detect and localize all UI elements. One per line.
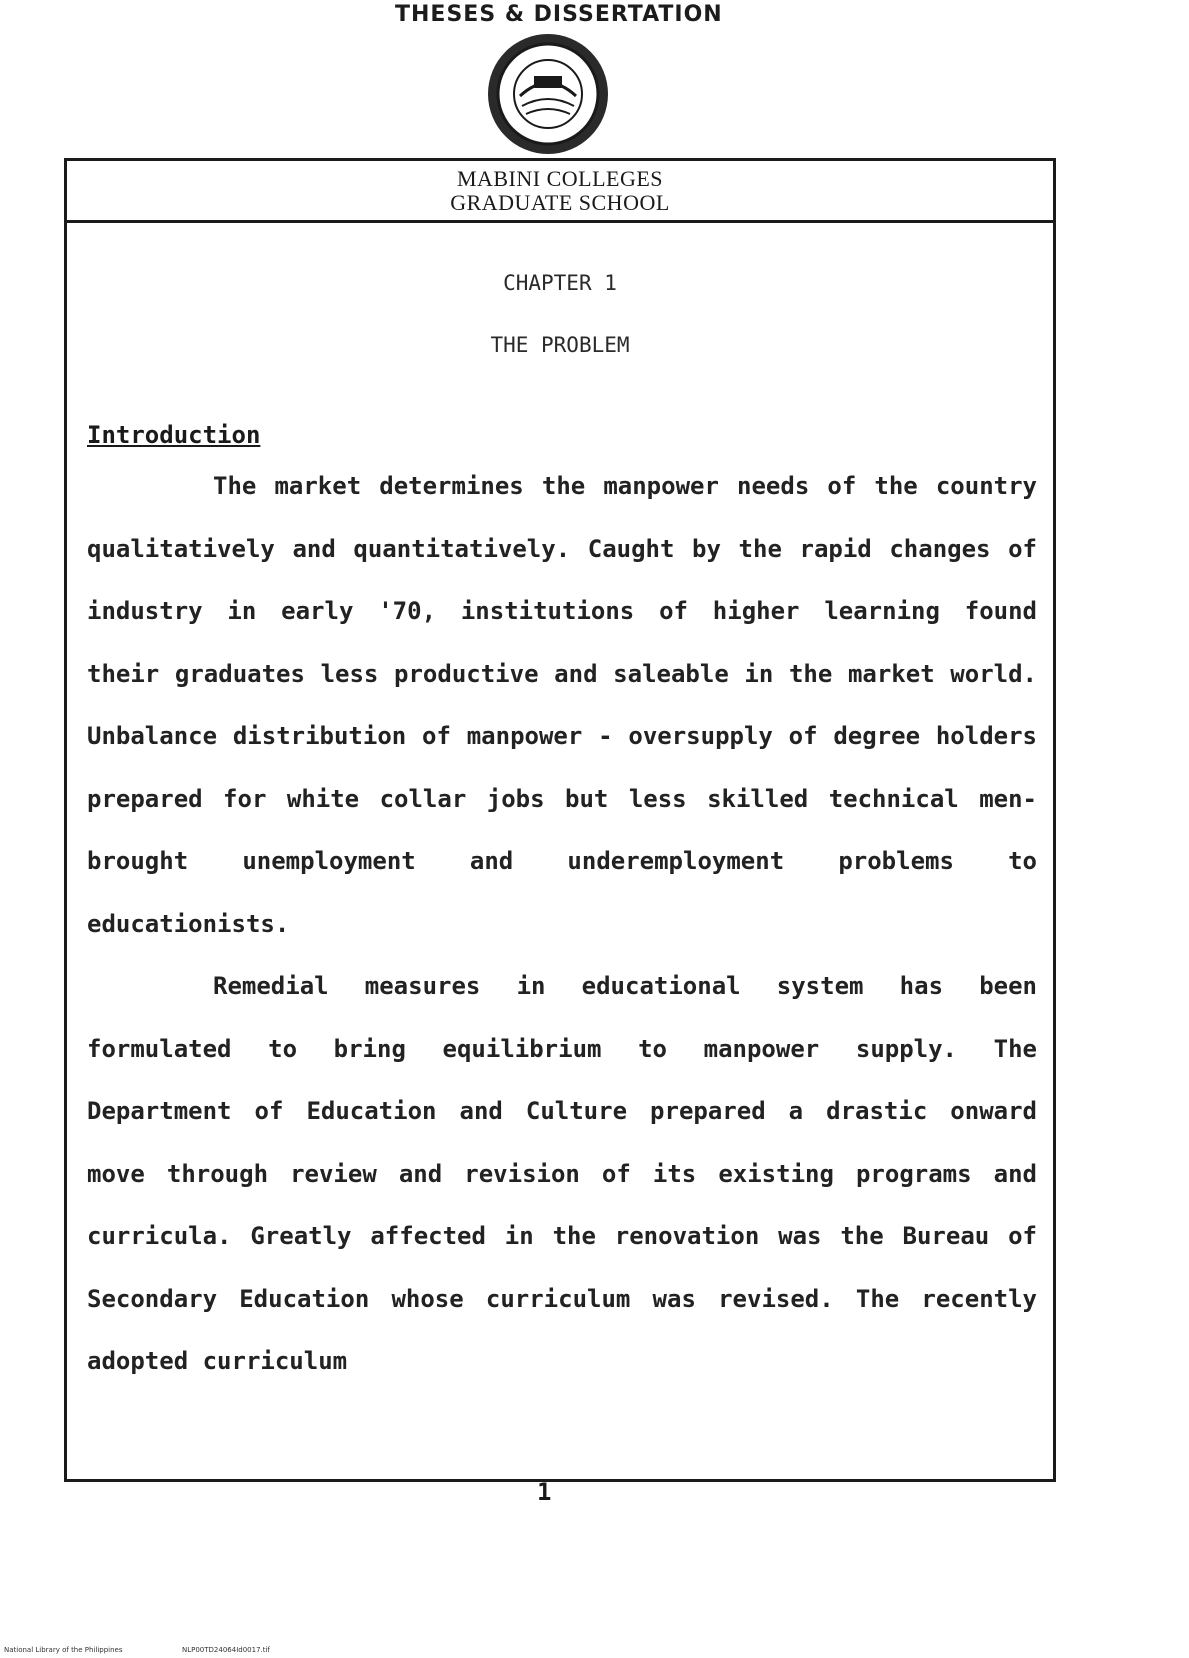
institution-name: MABINI COLLEGES: [456, 166, 664, 191]
paragraph: Remedial measures in educational system has been formulated to bring equilibrium to manpower supply. The Department of Education and Culture prepared a drastic onward move through review and revision of its existing programs and curricula. Greatly affected in the renovation was the Bureau of Secondary Education whose curriculum was revised. The recently adopted curriculum: [87, 972, 1037, 1375]
document-frame: [64, 158, 1056, 1482]
chapter-number: CHAPTER 1: [503, 271, 617, 295]
institution-header: [67, 161, 1053, 223]
school-name: GRADUATE SCHOOL: [450, 190, 670, 215]
college-seal-icon: [484, 30, 612, 158]
body-text: [87, 455, 1037, 1393]
chapter-title: THE PROBLEM: [490, 333, 630, 357]
section-heading: Introduction: [87, 421, 261, 449]
archive-stamp-title: THESES & DISSERTATION: [395, 2, 723, 27]
footer-source: National Library of the Philippines: [4, 1646, 123, 1654]
footer-file: NLP00TD24064Id0017.tif: [182, 1646, 270, 1654]
page-number: 1: [537, 1478, 552, 1506]
paragraph: The market determines the manpower needs of the country qualitatively and quantitatively. Caught by the rapid changes of industry in early '70, institutions of higher learning found their graduates less productive and saleable in the market world. Unbalance distribution of manpower - oversupply of degree holders prepared for white collar jobs but less skilled technical men- brought unemployment and underemployment problems to educationists.: [87, 472, 1037, 938]
